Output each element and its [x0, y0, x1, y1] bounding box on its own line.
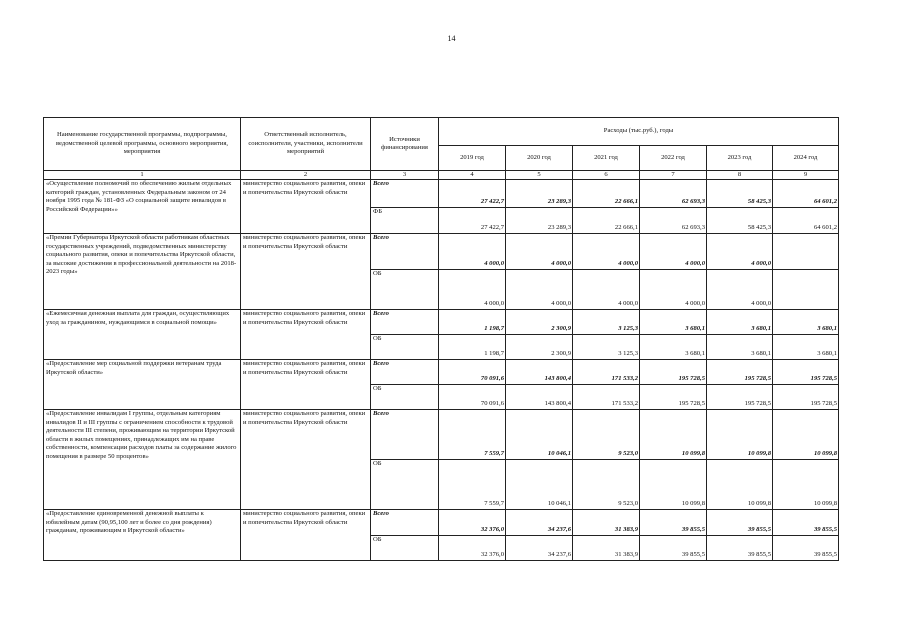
value-total: 195 728,5	[707, 360, 773, 385]
column-index: 4	[439, 171, 506, 180]
column-index: 5	[506, 171, 573, 180]
value-budget	[773, 270, 839, 310]
value-total: 195 728,5	[640, 360, 707, 385]
executor: министерство социального развития, опеки и попечительства Иркутской области	[241, 310, 371, 360]
header-source: Источники финансирования	[371, 118, 439, 171]
column-index: 1	[44, 171, 241, 180]
source-total: Всего	[371, 234, 439, 270]
column-index: 8	[707, 171, 773, 180]
value-budget: 3 125,3	[573, 335, 640, 360]
value-total: 32 376,0	[439, 510, 506, 536]
value-budget: 62 693,3	[640, 208, 707, 234]
value-budget: 3 680,1	[707, 335, 773, 360]
value-total: 3 680,1	[707, 310, 773, 335]
header-year: 2020 год	[506, 146, 573, 171]
executor: министерство социального развития, опеки и попечительства Иркутской области	[241, 510, 371, 561]
page-number: 14	[447, 34, 456, 43]
value-budget: 10 099,8	[707, 460, 773, 510]
header-executor: Ответственный исполнитель, соисполнители, участники, исполнители мероприятий	[241, 118, 371, 171]
column-index: 7	[640, 171, 707, 180]
program-name: «Премии Губернатора Иркутской области работникам областных государственных учреждений, подведомственных министерству социального развития, опеки и попечительства Иркутской области, за высокие достижения в профессиональной деятельности на 2018-2023 годы»	[44, 234, 241, 310]
value-total: 171 533,2	[573, 360, 640, 385]
executor: министерство социального развития, опеки и попечительства Иркутской области	[241, 234, 371, 310]
value-total: 39 855,5	[707, 510, 773, 536]
header-year: 2019 год	[439, 146, 506, 171]
value-budget: 70 091,6	[439, 385, 506, 410]
value-budget: 10 099,8	[640, 460, 707, 510]
value-budget: 9 523,0	[573, 460, 640, 510]
executor: министерство социального развития, опеки и попечительства Иркутской области	[241, 180, 371, 234]
source-budget: ОБ	[371, 385, 439, 410]
header-name: Наименование государственной программы, подпрограммы, ведомственной целевой программы, основного мероприятия, мероприятия	[44, 118, 241, 171]
value-total: 2 300,9	[506, 310, 573, 335]
expenses-table	[43, 117, 839, 561]
value-budget: 31 383,9	[573, 536, 640, 561]
value-budget: 7 559,7	[439, 460, 506, 510]
value-budget: 10 046,1	[506, 460, 573, 510]
value-budget: 2 300,9	[506, 335, 573, 360]
value-total: 62 693,3	[640, 180, 707, 208]
value-budget: 32 376,0	[439, 536, 506, 561]
value-total: 195 728,5	[773, 360, 839, 385]
source-total: Всего	[371, 510, 439, 536]
value-total: 10 099,8	[773, 410, 839, 460]
value-total: 9 523,0	[573, 410, 640, 460]
value-budget: 39 855,5	[707, 536, 773, 561]
value-budget: 171 533,2	[573, 385, 640, 410]
value-budget: 4 000,0	[439, 270, 506, 310]
value-total: 4 000,0	[707, 234, 773, 270]
column-index: 9	[773, 171, 839, 180]
value-total	[773, 234, 839, 270]
header-year: 2021 год	[573, 146, 640, 171]
value-budget: 4 000,0	[707, 270, 773, 310]
value-budget: 195 728,5	[640, 385, 707, 410]
source-total: Всего	[371, 360, 439, 385]
program-name: «Осуществление полномочий по обеспечению жильем отдельных категорий граждан, установленных Федеральным законом от 24 ноября 1995 года № 181-ФЗ «О социальной защите инвалидов в Российской Федерации»»	[44, 180, 241, 234]
value-budget: 23 289,3	[506, 208, 573, 234]
column-index: 2	[241, 171, 371, 180]
value-total: 4 000,0	[640, 234, 707, 270]
source-budget: ОБ	[371, 270, 439, 310]
value-total: 4 000,0	[573, 234, 640, 270]
header-year: 2024 год	[773, 146, 839, 171]
source-total: Всего	[371, 410, 439, 460]
source-total: Всего	[371, 310, 439, 335]
header-year: 2022 год	[640, 146, 707, 171]
value-budget: 3 680,1	[773, 335, 839, 360]
value-total: 34 237,6	[506, 510, 573, 536]
value-total: 1 198,7	[439, 310, 506, 335]
source-total: Всего	[371, 180, 439, 208]
header-year: 2023 год	[707, 146, 773, 171]
value-budget: 195 728,5	[707, 385, 773, 410]
value-budget: 27 422,7	[439, 208, 506, 234]
value-budget: 64 601,2	[773, 208, 839, 234]
source-budget: ФБ	[371, 208, 439, 234]
value-budget: 143 800,4	[506, 385, 573, 410]
value-budget: 39 855,5	[773, 536, 839, 561]
value-total: 22 666,1	[573, 180, 640, 208]
value-total: 4 000,0	[439, 234, 506, 270]
value-total: 39 855,5	[773, 510, 839, 536]
value-total: 4 000,0	[506, 234, 573, 270]
value-total: 3 680,1	[640, 310, 707, 335]
value-total: 7 559,7	[439, 410, 506, 460]
header-expenses: Расходы (тыс.руб.), годы	[439, 118, 839, 146]
value-total: 70 091,6	[439, 360, 506, 385]
value-total: 64 601,2	[773, 180, 839, 208]
value-total: 3 680,1	[773, 310, 839, 335]
value-budget: 195 728,5	[773, 385, 839, 410]
value-total: 3 125,3	[573, 310, 640, 335]
value-total: 10 099,8	[707, 410, 773, 460]
value-budget: 34 237,6	[506, 536, 573, 561]
value-total: 27 422,7	[439, 180, 506, 208]
source-budget: ОБ	[371, 536, 439, 561]
value-total: 58 425,3	[707, 180, 773, 208]
value-total: 10 099,8	[640, 410, 707, 460]
value-total: 31 383,9	[573, 510, 640, 536]
value-total: 23 289,3	[506, 180, 573, 208]
value-budget: 39 855,5	[640, 536, 707, 561]
value-total: 143 800,4	[506, 360, 573, 385]
column-index: 6	[573, 171, 640, 180]
source-budget: ОБ	[371, 335, 439, 360]
value-budget: 4 000,0	[640, 270, 707, 310]
value-total: 39 855,5	[640, 510, 707, 536]
value-budget: 22 666,1	[573, 208, 640, 234]
value-budget: 3 680,1	[640, 335, 707, 360]
value-budget: 58 425,3	[707, 208, 773, 234]
value-budget: 4 000,0	[573, 270, 640, 310]
value-budget: 1 198,7	[439, 335, 506, 360]
value-total: 10 046,1	[506, 410, 573, 460]
source-budget: ОБ	[371, 460, 439, 510]
value-budget: 4 000,0	[506, 270, 573, 310]
value-budget: 10 099,8	[773, 460, 839, 510]
program-name: «Предоставление мер социальной поддержки ветеранам труда Иркутской области»	[44, 360, 241, 410]
program-name: «Предоставление инвалидам I группы, отдельным категориям инвалидов II и III группы с ограничением способности к трудовой деятельности III степени, проживающим на территории Иркутской области в жилых помещениях, принадлежащих им на праве собственности, компенсации расходов платы за содержание жилого помещения в размере 50 процентов»	[44, 410, 241, 510]
program-name: «Предоставление единовременной денежной выплаты к юбилейным датам (90,95,100 лет и более со дня рождения) гражданам, проживающим в Иркутской области»	[44, 510, 241, 561]
executor: министерство социального развития, опеки и попечительства Иркутской области	[241, 410, 371, 510]
executor: министерство социального развития, опеки и попечительства Иркутской области	[241, 360, 371, 410]
program-name: «Ежемесячная денежная выплата для граждан, осуществляющих уход за гражданином, нуждающимся в социальной помощи»	[44, 310, 241, 360]
column-index: 3	[371, 171, 439, 180]
